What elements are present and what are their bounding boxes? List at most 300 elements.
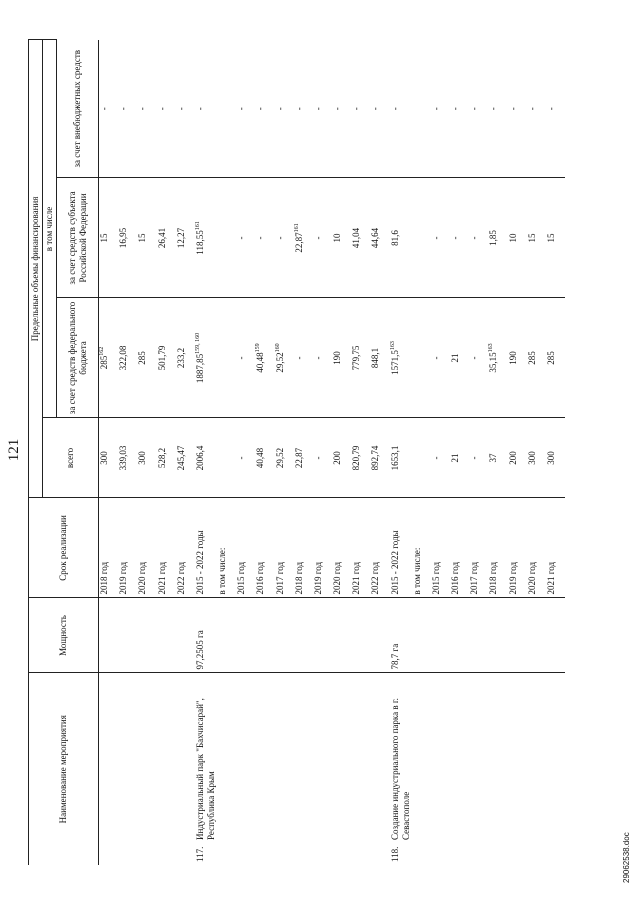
cell-capacity	[313, 598, 332, 673]
cell-capacity	[255, 598, 274, 673]
cell-event-name	[275, 673, 294, 843]
cell-federal-value: 285	[545, 351, 556, 365]
cell-federal-value: -	[469, 356, 480, 360]
cell-regional-value: -	[312, 236, 323, 240]
cell-capacity	[294, 598, 313, 673]
table-row	[412, 40, 431, 865]
cell-total-value: 1653,1	[389, 445, 400, 471]
cell-total	[255, 418, 274, 498]
cell-extra	[118, 40, 137, 178]
cell-regional	[431, 178, 450, 298]
cell-total	[351, 418, 370, 498]
cell-federal-value: 848,1	[370, 347, 381, 369]
table-row	[450, 40, 469, 865]
cell-capacity	[370, 598, 389, 673]
cell-number	[118, 843, 137, 865]
cell-regional	[370, 178, 389, 298]
cell-number	[195, 843, 217, 865]
cell-regional	[217, 178, 236, 298]
cell-capacity	[176, 598, 195, 673]
cell-event-name	[195, 673, 217, 843]
cell-period	[351, 498, 370, 598]
cell-federal	[527, 298, 546, 418]
cell-federal-value: 190	[332, 351, 343, 365]
cell-event-name	[157, 673, 176, 843]
cell-federal	[370, 298, 389, 418]
cell-federal	[546, 298, 565, 418]
cell-regional	[488, 178, 507, 298]
cell-extra	[412, 40, 431, 178]
cell-number	[313, 843, 332, 865]
cell-period-value: 2018 год	[99, 561, 109, 595]
cell-event-name	[351, 673, 370, 843]
cell-extra-value: -	[332, 107, 343, 111]
cell-capacity	[157, 598, 176, 673]
table-row	[332, 40, 351, 865]
cell-federal	[217, 298, 236, 418]
cell-period	[390, 498, 412, 598]
header-total: всего	[43, 418, 99, 498]
cell-total-value: 300	[99, 451, 109, 465]
cell-extra	[546, 40, 565, 178]
cell-event-name	[176, 673, 195, 843]
cell-event-name	[431, 673, 450, 843]
cell-capacity	[450, 598, 469, 673]
cell-number	[255, 843, 274, 865]
cell-federal-value: 1887,85	[194, 353, 205, 384]
cell-period	[370, 498, 389, 598]
cell-federal-value: 1571,5	[389, 350, 400, 375]
cell-event-name	[488, 673, 507, 843]
cell-federal	[137, 298, 156, 418]
cell-extra-value: -	[351, 107, 362, 111]
cell-total-value: 245,47	[175, 445, 186, 471]
cell-total-value: 2006,4	[194, 445, 205, 471]
cell-extra	[195, 40, 217, 178]
cell-event-name	[450, 673, 469, 843]
cell-total-value: 300	[545, 451, 556, 465]
cell-regional-value: -	[236, 236, 247, 240]
cell-total	[390, 418, 412, 498]
cell-period	[450, 498, 469, 598]
cell-event-name	[546, 673, 565, 843]
cell-federal	[351, 298, 370, 418]
cell-extra-value: -	[430, 107, 441, 111]
cell-period	[488, 498, 507, 598]
cell-extra	[99, 40, 119, 178]
cell-regional	[236, 178, 255, 298]
cell-period	[236, 498, 255, 598]
cell-federal-value: -	[312, 356, 323, 360]
cell-regional	[275, 178, 294, 298]
cell-federal-value: 285	[526, 351, 537, 365]
cell-regional	[176, 178, 195, 298]
cell-federal	[508, 298, 527, 418]
page-number: 121	[6, 438, 22, 462]
cell-federal-value: 285	[99, 355, 109, 370]
table-row	[99, 40, 119, 865]
cell-regional	[332, 178, 351, 298]
cell-number	[275, 843, 294, 865]
cell-extra	[217, 40, 236, 178]
cell-total-value: 29,52	[274, 447, 285, 469]
cell-federal	[118, 298, 137, 418]
cell-regional	[99, 178, 119, 298]
cell-regional	[137, 178, 156, 298]
cell-period-value: 2019 год	[118, 561, 129, 595]
cell-period-value: 2022 год	[175, 561, 186, 595]
cell-regional	[294, 178, 313, 298]
cell-total-value: 339,03	[118, 445, 129, 471]
cell-period-value: 2015 - 2022 годы	[389, 530, 400, 595]
cell-event-name	[236, 673, 255, 843]
cell-extra-value: -	[137, 107, 148, 111]
cell-regional-value: 81,6	[389, 230, 400, 246]
cell-event-name	[469, 673, 488, 843]
cell-regional	[469, 178, 488, 298]
cell-number	[431, 843, 450, 865]
cell-extra-value: -	[488, 107, 499, 111]
cell-regional-value: 15	[99, 233, 109, 243]
table-row	[157, 40, 176, 865]
cell-event-name	[390, 673, 412, 843]
cell-period	[118, 498, 137, 598]
cell-period	[313, 498, 332, 598]
cell-regional	[351, 178, 370, 298]
cell-extra-value: -	[99, 107, 109, 111]
cell-period	[137, 498, 156, 598]
cell-regional-value: 44,64	[370, 227, 381, 249]
cell-capacity	[431, 598, 450, 673]
cell-event-name	[370, 673, 389, 843]
cell-period	[332, 498, 351, 598]
cell-number	[527, 843, 546, 865]
cell-regional-value: 15	[137, 233, 148, 243]
cell-regional	[195, 178, 217, 298]
cell-number	[176, 843, 195, 865]
header-federal: за счет средств федерального бюджета	[57, 298, 99, 418]
cell-capacity	[236, 598, 255, 673]
cell-extra	[275, 40, 294, 178]
table-row	[546, 40, 565, 865]
cell-event-name	[313, 673, 332, 843]
cell-number	[157, 843, 176, 865]
cell-period-value: 2022 год	[370, 561, 381, 595]
cell-capacity	[332, 598, 351, 673]
cell-federal	[195, 298, 217, 418]
cell-federal	[236, 298, 255, 418]
cell-capacity	[195, 598, 217, 673]
cell-number-value: 117.	[194, 846, 205, 862]
cell-total-value: 820,79	[351, 445, 362, 471]
cell-extra-value: -	[194, 107, 205, 111]
cell-federal	[431, 298, 450, 418]
cell-extra-value: -	[526, 107, 537, 111]
cell-extra-value: -	[507, 107, 518, 111]
cell-capacity	[508, 598, 527, 673]
cell-total-value: -	[469, 456, 480, 460]
footnote-reference: 160	[274, 343, 281, 353]
cell-regional	[527, 178, 546, 298]
cell-regional	[412, 178, 431, 298]
cell-extra	[137, 40, 156, 178]
cell-total	[294, 418, 313, 498]
cell-period-value: 2016 год	[255, 561, 266, 595]
table-row	[255, 40, 274, 865]
cell-extra	[450, 40, 469, 178]
cell-number	[508, 843, 527, 865]
cell-regional-value: 1,85	[488, 230, 499, 246]
cell-extra	[488, 40, 507, 178]
table-row	[137, 40, 156, 865]
cell-capacity	[99, 598, 119, 673]
cell-period-value: 2015 - 2022 годы	[194, 530, 205, 595]
cell-extra	[236, 40, 255, 178]
cell-federal	[176, 298, 195, 418]
cell-regional-value: -	[255, 236, 266, 240]
cell-number	[236, 843, 255, 865]
cell-extra	[313, 40, 332, 178]
cell-number	[390, 843, 412, 865]
table-row	[313, 40, 332, 865]
cell-regional-value: -	[430, 236, 441, 240]
cell-total	[508, 418, 527, 498]
footer-doc-code: 29062538.doc	[622, 832, 631, 883]
cell-federal	[488, 298, 507, 418]
cell-regional-value: -	[274, 236, 285, 240]
cell-number-value: 118.	[389, 846, 400, 862]
cell-regional-value: 16,95	[118, 227, 129, 249]
cell-event-name	[137, 673, 156, 843]
cell-total-value: 528,2	[156, 447, 167, 469]
table-row	[527, 40, 546, 865]
cell-period	[412, 498, 431, 598]
cell-period-value: 2021 год	[545, 561, 556, 595]
table-row	[390, 40, 412, 865]
cell-regional	[450, 178, 469, 298]
table-row	[431, 40, 450, 865]
cell-total	[275, 418, 294, 498]
cell-total	[176, 418, 195, 498]
cell-extra	[294, 40, 313, 178]
cell-period-value: 2019 год	[507, 561, 518, 595]
cell-extra	[157, 40, 176, 178]
cell-period-value: 2020 год	[332, 561, 343, 595]
cell-event-name	[508, 673, 527, 843]
cell-federal-value: -	[430, 356, 441, 360]
cell-regional-value: -	[450, 236, 460, 240]
cell-period-value: 2016 год	[450, 561, 460, 595]
cell-total-value: 892,74	[370, 445, 381, 471]
cell-regional	[157, 178, 176, 298]
cell-total	[546, 418, 565, 498]
footnote-reference: 161	[194, 221, 201, 231]
cell-total-value: 200	[332, 451, 343, 465]
cell-number	[469, 843, 488, 865]
cell-regional	[390, 178, 412, 298]
cell-period	[275, 498, 294, 598]
table-row	[176, 40, 195, 865]
header-regional: за счет средств субъекта Российской Федерации	[57, 178, 99, 298]
cell-federal-value: 35,15	[488, 352, 499, 373]
header-period: Срок реализации	[29, 498, 99, 598]
cell-event-name	[294, 673, 313, 843]
cell-period-value: в том числе:	[216, 547, 227, 595]
cell-extra	[390, 40, 412, 178]
cell-regional	[546, 178, 565, 298]
cell-event-name	[332, 673, 351, 843]
cell-extra	[508, 40, 527, 178]
table-row	[195, 40, 217, 865]
cell-period-value: 2020 год	[137, 561, 148, 595]
cell-total-value: 300	[526, 451, 537, 465]
cell-regional	[313, 178, 332, 298]
footnote-reference: 161	[293, 223, 300, 233]
cell-total	[99, 418, 119, 498]
cell-extra-value: -	[236, 107, 247, 111]
cell-period-value: 2020 год	[526, 561, 537, 595]
cell-extra	[176, 40, 195, 178]
cell-capacity	[390, 598, 412, 673]
cell-total	[118, 418, 137, 498]
table-row	[236, 40, 255, 865]
footnote-reference: 162	[99, 346, 105, 356]
table-header	[29, 40, 99, 865]
cell-federal-value: -	[293, 356, 304, 360]
cell-capacity	[546, 598, 565, 673]
cell-federal	[313, 298, 332, 418]
cell-regional-value: 26,41	[156, 227, 167, 249]
table-row	[508, 40, 527, 865]
cell-federal	[99, 298, 119, 418]
cell-period-value: в том числе:	[411, 547, 422, 595]
cell-total	[431, 418, 450, 498]
cell-capacity	[275, 598, 294, 673]
cell-period	[508, 498, 527, 598]
header-capacity: Мощность	[29, 598, 99, 673]
table-row	[118, 40, 137, 865]
cell-number	[99, 843, 119, 865]
cell-regional	[118, 178, 137, 298]
cell-period	[255, 498, 274, 598]
cell-extra-value: -	[293, 107, 304, 111]
cell-extra	[351, 40, 370, 178]
cell-number	[332, 843, 351, 865]
cell-period-value: 2021 год	[156, 561, 167, 595]
cell-number	[370, 843, 389, 865]
cell-total	[195, 418, 217, 498]
cell-regional-value: 10	[332, 233, 343, 243]
cell-federal	[255, 298, 274, 418]
cell-period	[294, 498, 313, 598]
cell-number	[294, 843, 313, 865]
footnote-reference: 159, 160	[194, 332, 201, 354]
cell-period	[217, 498, 236, 598]
cell-total	[370, 418, 389, 498]
cell-period-value: 2015 год	[236, 561, 247, 595]
cell-total-value: 40,48	[255, 447, 266, 469]
cell-event-name-value: Индустриальный парк "Бахчисарай", Республика Крым	[194, 698, 216, 840]
cell-capacity	[217, 598, 236, 673]
table-row	[370, 40, 389, 865]
cell-federal-value: 40,48	[255, 352, 266, 373]
cell-federal-value: 21	[450, 353, 460, 363]
cell-extra-value: -	[545, 107, 556, 111]
cell-event-name	[255, 673, 274, 843]
cell-extra-value: -	[255, 107, 266, 111]
cell-extra-value: -	[156, 107, 167, 111]
header-name: Наименование мероприятия	[29, 673, 99, 865]
cell-number	[412, 843, 431, 865]
cell-regional-value: 41,04	[351, 227, 362, 249]
table-row	[488, 40, 507, 865]
header-extra: за счет внебюджетных средств	[57, 40, 99, 178]
cell-total-value: 300	[137, 451, 148, 465]
cell-event-name	[217, 673, 236, 843]
cell-extra-value: -	[274, 107, 285, 111]
cell-event-name	[412, 673, 431, 843]
cell-extra-value: -	[469, 107, 480, 111]
cell-number	[546, 843, 565, 865]
cell-capacity	[351, 598, 370, 673]
cell-total	[332, 418, 351, 498]
cell-federal	[450, 298, 469, 418]
cell-period-value: 2015 год	[430, 561, 441, 595]
cell-federal	[332, 298, 351, 418]
cell-total-value: 37	[488, 453, 499, 463]
cell-federal-value: 779,75	[351, 345, 362, 371]
cell-regional-value: 10	[507, 233, 518, 243]
cell-total	[450, 418, 469, 498]
cell-extra	[469, 40, 488, 178]
cell-extra	[431, 40, 450, 178]
table-row	[217, 40, 236, 865]
cell-capacity	[412, 598, 431, 673]
cell-capacity	[469, 598, 488, 673]
cell-federal	[412, 298, 431, 418]
cell-number	[217, 843, 236, 865]
cell-number	[137, 843, 156, 865]
cell-number	[488, 843, 507, 865]
footnote-reference: 159	[255, 343, 262, 353]
cell-total	[217, 418, 236, 498]
cell-total	[527, 418, 546, 498]
cell-total	[469, 418, 488, 498]
cell-period-value: 2019 год	[312, 561, 323, 595]
cell-extra-value: -	[370, 107, 381, 111]
cell-regional-value: -	[469, 236, 480, 240]
cell-number	[351, 843, 370, 865]
cell-total-value: 22,87	[293, 447, 304, 469]
table-row	[351, 40, 370, 865]
cell-regional	[508, 178, 527, 298]
cell-extra-value: -	[175, 107, 186, 111]
cell-federal	[157, 298, 176, 418]
cell-period	[546, 498, 565, 598]
footnote-reference: 163	[488, 343, 495, 353]
cell-total-value: -	[236, 456, 247, 460]
funding-table	[28, 39, 565, 865]
cell-period	[431, 498, 450, 598]
table-row	[294, 40, 313, 865]
cell-period-value: 2018 год	[293, 561, 304, 595]
cell-period-value: 2017 год	[274, 561, 285, 595]
cell-period	[176, 498, 195, 598]
cell-event-name	[118, 673, 137, 843]
cell-federal	[469, 298, 488, 418]
cell-period	[469, 498, 488, 598]
cell-total	[313, 418, 332, 498]
